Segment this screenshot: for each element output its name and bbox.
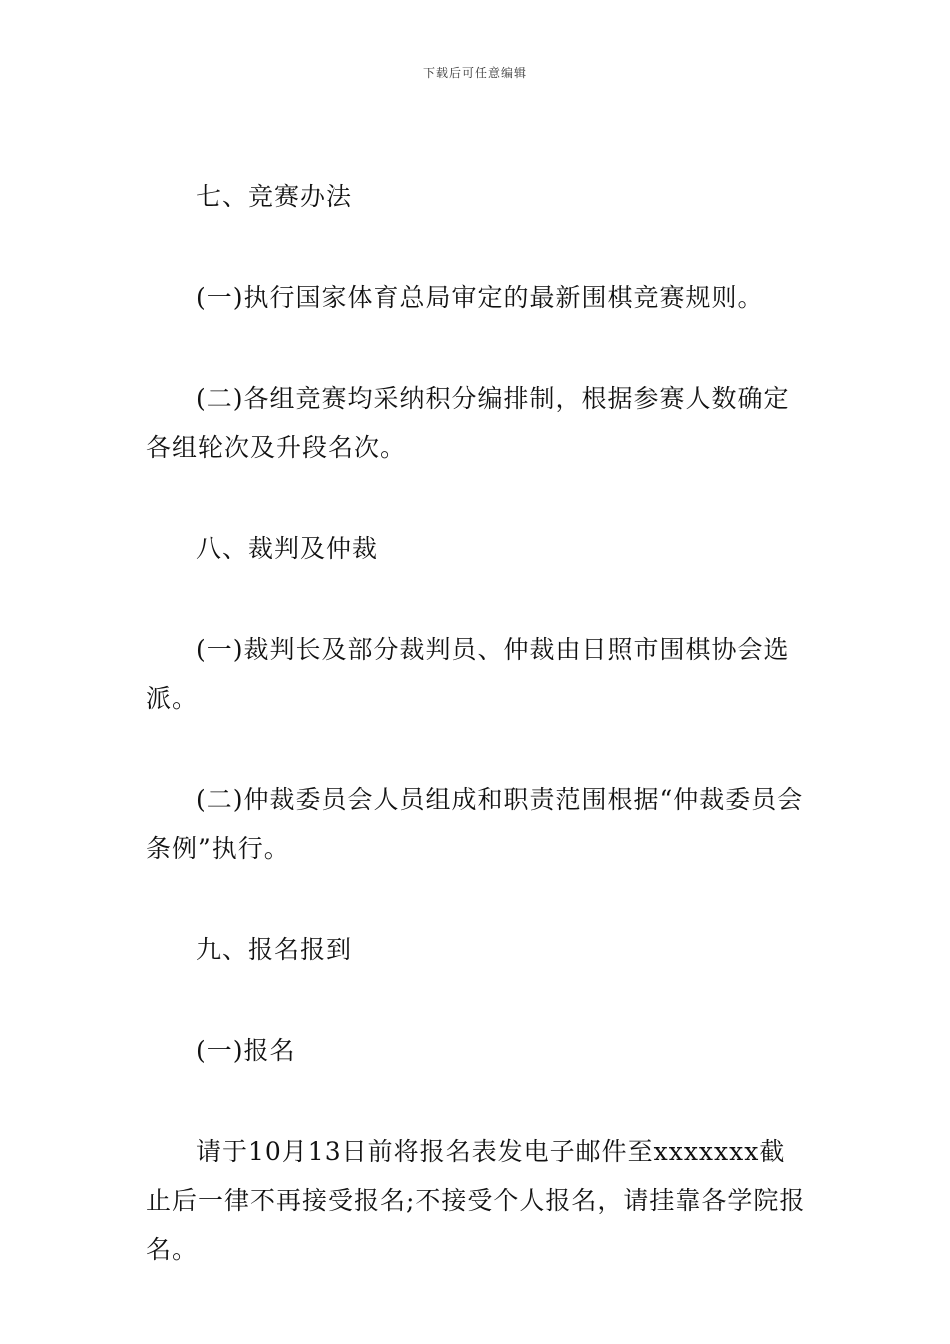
paragraph-registration-details: 请于10月13日前将报名表发电子邮件至xxxxxxx截止后一律不再接受报名;不接受个人报名，请挂靠各学院报名。	[146, 1137, 806, 1264]
page-header: 下载后可任意编辑	[422, 66, 527, 80]
section-heading-referee-arbitration: 八、裁判及仲裁	[196, 534, 379, 563]
section-heading-registration: 九、报名报到	[196, 935, 353, 964]
paragraph-scoring-system: (二)各组竞赛均采纳积分编排制，根据参赛人数确定各组轮次及升段名次。	[146, 384, 790, 462]
subheading-registration: (一)报名	[196, 1036, 296, 1065]
document-body	[146, 172, 808, 1274]
section-heading-competition-method: 七、竞赛办法	[196, 182, 353, 211]
paragraph-rules: (一)执行国家体育总局审定的最新围棋竞赛规则。	[196, 283, 764, 312]
paragraph-arbitration-committee: (二)仲裁委员会人员组成和职责范围根据“仲裁委员会条例”执行。	[146, 785, 804, 863]
paragraph-referee-selection: (一)裁判长及部分裁判员、仲裁由日照市围棋协会选派。	[146, 635, 790, 713]
